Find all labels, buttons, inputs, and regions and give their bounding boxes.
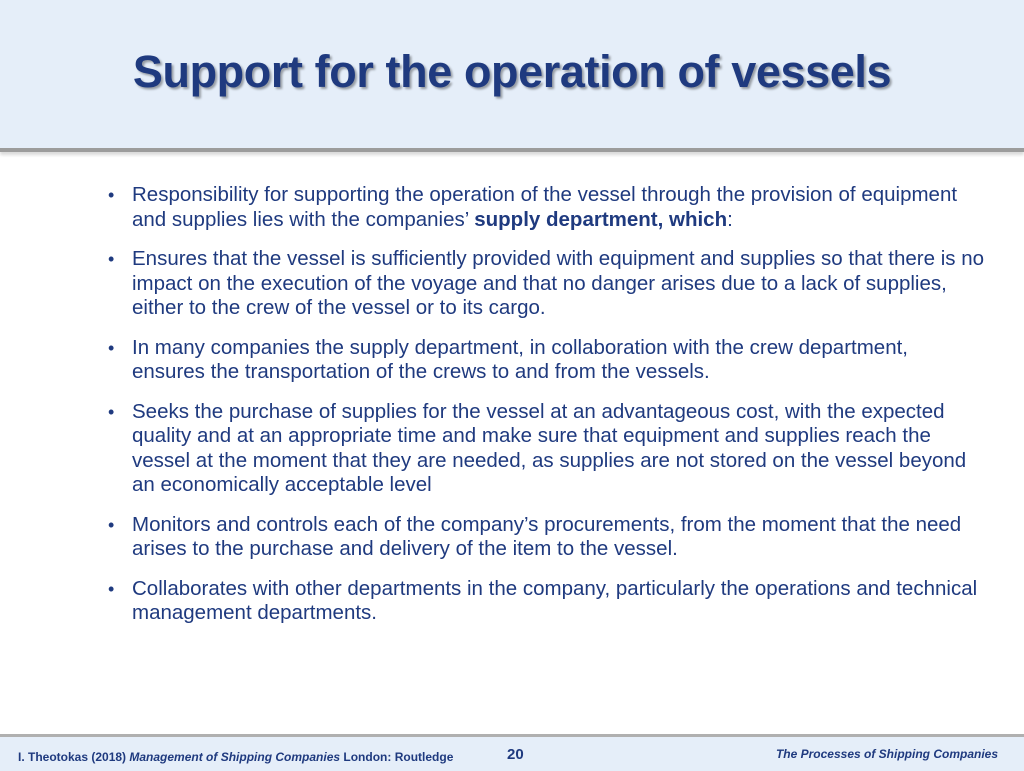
bullet-text-suffix: : — [727, 207, 733, 231]
slide-footer — [0, 734, 1024, 771]
page-number: 20 — [507, 746, 524, 763]
slide-title: Support for the operation of vessels — [132, 46, 892, 97]
footer-reference — [18, 750, 453, 764]
bullet-item: • Monitors and controls each of the company’s procurements, from the moment that the need arises to the purchase and delivery of the item to the vessel. — [106, 513, 986, 562]
slide-header — [0, 0, 1024, 152]
footer-author: I. Theotokas (2018) — [18, 750, 130, 764]
bullet-item — [106, 183, 986, 232]
footer-book-title: Management of Shipping Companies — [129, 750, 341, 764]
bullet-item: • Ensures that the vessel is sufficiently provided with equipment and supplies so that there is no impact on the execution of the voyage and that no danger arises due to a lack of supplies, either to the crew of the vessel or to its cargo. — [106, 247, 986, 321]
bullet-item: • Collaborates with other departments in the company, particularly the operations and technical management departments. — [106, 577, 986, 626]
bullet-item: • Seeks the purchase of supplies for the vessel at an advantageous cost, with the expected quality and at an appropriate time and make sure that equipment and supplies reach the vessel at the moment that they are needed, as supplies are not stored on the vessel beyond an economically acceptable level — [106, 400, 986, 498]
bullet-item: • In many companies the supply department, in collaboration with the crew department, ensures the transportation of the crews to and from the vessels. — [106, 336, 986, 385]
footer-section-title: The Processes of Shipping Companies — [775, 747, 998, 761]
footer-publisher: London: Routledge — [340, 750, 454, 764]
bullet-bold-text: supply department, which — [474, 207, 728, 231]
bullet-text: Responsibility for supporting the operation of the vessel through the provision of equipment and supplies lies with the companies’ — [132, 183, 958, 231]
bullet-list — [106, 183, 986, 626]
slide-body — [106, 183, 986, 641]
